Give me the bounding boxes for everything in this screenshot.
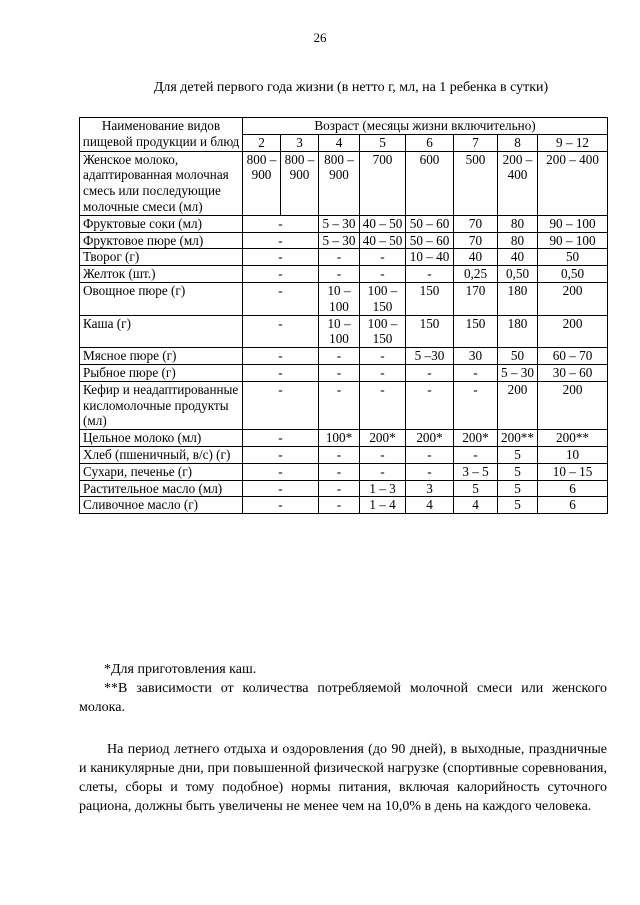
value-cell: 90 – 100 bbox=[538, 232, 608, 249]
value-cell: - bbox=[360, 463, 406, 480]
age-col: 5 bbox=[360, 134, 406, 151]
product-name: Кефир и неадаптированные кисломолочные продукты (мл) bbox=[80, 381, 243, 429]
value-cell: - bbox=[243, 348, 319, 365]
product-name: Сухари, печенье (г) bbox=[80, 463, 243, 480]
name-column-header: Наименование видов пищевой продукции и блюд bbox=[80, 118, 243, 152]
value-cell: - bbox=[406, 446, 454, 463]
value-cell: 30 bbox=[454, 348, 498, 365]
value-cell: 150 bbox=[406, 282, 454, 315]
age-col: 4 bbox=[319, 134, 360, 151]
product-name: Хлеб (пшеничный, в/с) (г) bbox=[80, 446, 243, 463]
value-cell: - bbox=[243, 364, 319, 381]
value-cell: - bbox=[360, 348, 406, 365]
value-cell: 100* bbox=[319, 430, 360, 447]
value-cell: 10 – 15 bbox=[538, 463, 608, 480]
value-cell: - bbox=[360, 446, 406, 463]
table-caption: Для детей первого года жизни (в нетто г, мл, на 1 ребенка в сутки) bbox=[153, 80, 549, 95]
header-row bbox=[80, 118, 608, 135]
value-cell: 500 bbox=[454, 151, 498, 215]
value-cell: - bbox=[243, 430, 319, 447]
value-cell: 5 – 30 bbox=[319, 232, 360, 249]
value-cell: - bbox=[360, 381, 406, 429]
value-cell: 6 bbox=[538, 480, 608, 497]
age-column-header: Возраст (месяцы жизни включительно) bbox=[243, 118, 608, 135]
table-row bbox=[80, 463, 608, 480]
value-cell: 200 – 400 bbox=[538, 151, 608, 215]
value-cell: 40 bbox=[498, 249, 538, 266]
value-cell: 10 – 100 bbox=[319, 282, 360, 315]
value-cell: 50 – 60 bbox=[406, 215, 454, 232]
value-cell: 70 bbox=[454, 215, 498, 232]
table-row bbox=[80, 282, 608, 315]
age-col: 3 bbox=[281, 134, 319, 151]
footnote-2: **В зависимости от количества потребляемой молочной смеси или женского молока. bbox=[79, 681, 607, 715]
table-row bbox=[80, 446, 608, 463]
value-cell: 60 – 70 bbox=[538, 348, 608, 365]
table-body bbox=[80, 215, 608, 513]
value-cell: 1 – 4 bbox=[360, 497, 406, 514]
value-cell: - bbox=[319, 348, 360, 365]
table-row bbox=[80, 215, 608, 232]
product-name: Рыбное пюре (г) bbox=[80, 364, 243, 381]
product-name: Цельное молоко (мл) bbox=[80, 430, 243, 447]
value-cell: 5 bbox=[454, 480, 498, 497]
value-cell: - bbox=[319, 249, 360, 266]
value-cell: - bbox=[243, 480, 319, 497]
age-col: 7 bbox=[454, 134, 498, 151]
value-cell: - bbox=[243, 381, 319, 429]
value-cell: 4 bbox=[454, 497, 498, 514]
value-cell: 800 – 900 bbox=[319, 151, 360, 215]
value-cell: - bbox=[360, 364, 406, 381]
value-cell: 3 – 5 bbox=[454, 463, 498, 480]
value-cell: 200** bbox=[498, 430, 538, 447]
value-cell: - bbox=[243, 215, 319, 232]
value-cell: 600 bbox=[406, 151, 454, 215]
value-cell: 5 bbox=[498, 497, 538, 514]
value-cell: 180 bbox=[498, 282, 538, 315]
value-cell: - bbox=[319, 480, 360, 497]
value-cell: 200** bbox=[538, 430, 608, 447]
value-cell: 200 – 400 bbox=[498, 151, 538, 215]
value-cell: 50 bbox=[538, 249, 608, 266]
footnotes bbox=[79, 660, 607, 717]
table-row bbox=[80, 364, 608, 381]
value-cell: 200 bbox=[538, 282, 608, 315]
age-col: 6 bbox=[406, 134, 454, 151]
value-cell: 700 bbox=[360, 151, 406, 215]
value-cell: 50 – 60 bbox=[406, 232, 454, 249]
value-cell: - bbox=[406, 463, 454, 480]
product-name: Творог (г) bbox=[80, 249, 243, 266]
product-name: Каша (г) bbox=[80, 315, 243, 348]
value-cell: - bbox=[454, 364, 498, 381]
value-cell: - bbox=[319, 446, 360, 463]
table-row bbox=[80, 348, 608, 365]
product-name: Сливочное масло (г) bbox=[80, 497, 243, 514]
table-row bbox=[80, 497, 608, 514]
value-cell: - bbox=[319, 381, 360, 429]
value-cell: 0,25 bbox=[454, 266, 498, 283]
value-cell: 10 – 100 bbox=[319, 315, 360, 348]
value-cell: - bbox=[406, 266, 454, 283]
value-cell: 1 – 3 bbox=[360, 480, 406, 497]
value-cell: - bbox=[243, 249, 319, 266]
value-cell: 80 bbox=[498, 215, 538, 232]
value-cell: 5 –30 bbox=[406, 348, 454, 365]
value-cell: 50 bbox=[498, 348, 538, 365]
value-cell: 150 bbox=[454, 315, 498, 348]
product-name: Фруктовые соки (мл) bbox=[80, 215, 243, 232]
value-cell: 5 – 30 bbox=[319, 215, 360, 232]
value-cell: 30 – 60 bbox=[538, 364, 608, 381]
value-cell: 10 bbox=[538, 446, 608, 463]
value-cell: - bbox=[319, 463, 360, 480]
value-cell: 180 bbox=[498, 315, 538, 348]
value-cell: - bbox=[243, 232, 319, 249]
value-cell: 3 bbox=[406, 480, 454, 497]
value-cell: 170 bbox=[454, 282, 498, 315]
page-number: 26 bbox=[313, 30, 327, 45]
age-col: 8 bbox=[498, 134, 538, 151]
value-cell: - bbox=[360, 266, 406, 283]
value-cell: - bbox=[243, 266, 319, 283]
value-cell: 10 – 40 bbox=[406, 249, 454, 266]
value-cell: 150 bbox=[406, 315, 454, 348]
value-cell: 800 – 900 bbox=[281, 151, 319, 215]
value-cell: 0,50 bbox=[498, 266, 538, 283]
value-cell: 0,50 bbox=[538, 266, 608, 283]
table-row bbox=[80, 249, 608, 266]
value-cell: 90 – 100 bbox=[538, 215, 608, 232]
value-cell: 5 bbox=[498, 463, 538, 480]
value-cell: - bbox=[243, 497, 319, 514]
value-cell: 40 – 50 bbox=[360, 232, 406, 249]
value-cell: 100 – 150 bbox=[360, 282, 406, 315]
value-cell: 200* bbox=[406, 430, 454, 447]
value-cell: - bbox=[406, 364, 454, 381]
table-row bbox=[80, 151, 608, 215]
value-cell: 200 bbox=[538, 315, 608, 348]
product-name: Мясное пюре (г) bbox=[80, 348, 243, 365]
age-col: 2 bbox=[243, 134, 281, 151]
product-name: Растительное масло (мл) bbox=[80, 480, 243, 497]
nutrition-norms-table bbox=[79, 117, 608, 514]
table-row bbox=[80, 430, 608, 447]
value-cell: - bbox=[243, 463, 319, 480]
value-cell: 40 – 50 bbox=[360, 215, 406, 232]
value-cell: 5 – 30 bbox=[498, 364, 538, 381]
value-cell: 200 bbox=[538, 381, 608, 429]
value-cell: - bbox=[319, 266, 360, 283]
value-cell: 200* bbox=[360, 430, 406, 447]
value-cell: 70 bbox=[454, 232, 498, 249]
table-row bbox=[80, 315, 608, 348]
value-cell: 6 bbox=[538, 497, 608, 514]
value-cell: - bbox=[319, 497, 360, 514]
age-col: 9 – 12 bbox=[538, 134, 608, 151]
product-name: Овощное пюре (г) bbox=[80, 282, 243, 315]
product-name: Желток (шт.) bbox=[80, 266, 243, 283]
value-cell: - bbox=[243, 282, 319, 315]
body-paragraph: На период летнего отдыха и оздоровления (до 90 дней), в выходные, праздничные и каникулярные дни, при повышенной физической нагрузке (спортивные соревнования, слеты, сборы и тому подобное) нормы питания, включая калорийность суточного рациона, должны быть увеличены не менее чем на 10,0% в день на каждого человека. bbox=[79, 742, 607, 814]
value-cell: - bbox=[360, 249, 406, 266]
value-cell: - bbox=[454, 381, 498, 429]
value-cell: 80 bbox=[498, 232, 538, 249]
value-cell: - bbox=[243, 446, 319, 463]
value-cell: 200* bbox=[454, 430, 498, 447]
table-row bbox=[80, 381, 608, 429]
table-row bbox=[80, 232, 608, 249]
product-name: Женское молоко, адаптированная молочная смесь или последующие молочные смеси (мл) bbox=[80, 151, 243, 215]
value-cell: - bbox=[319, 364, 360, 381]
footnote-1: *Для приготовления каш. bbox=[104, 662, 257, 677]
value-cell: 40 bbox=[454, 249, 498, 266]
product-name: Фруктовое пюре (мл) bbox=[80, 232, 243, 249]
table-row bbox=[80, 480, 608, 497]
value-cell: - bbox=[243, 315, 319, 348]
value-cell: - bbox=[406, 381, 454, 429]
value-cell: 5 bbox=[498, 446, 538, 463]
value-cell: - bbox=[454, 446, 498, 463]
value-cell: 5 bbox=[498, 480, 538, 497]
value-cell: 4 bbox=[406, 497, 454, 514]
value-cell: 100 – 150 bbox=[360, 315, 406, 348]
value-cell: 800 – 900 bbox=[243, 151, 281, 215]
table-row bbox=[80, 266, 608, 283]
value-cell: 200 bbox=[498, 381, 538, 429]
